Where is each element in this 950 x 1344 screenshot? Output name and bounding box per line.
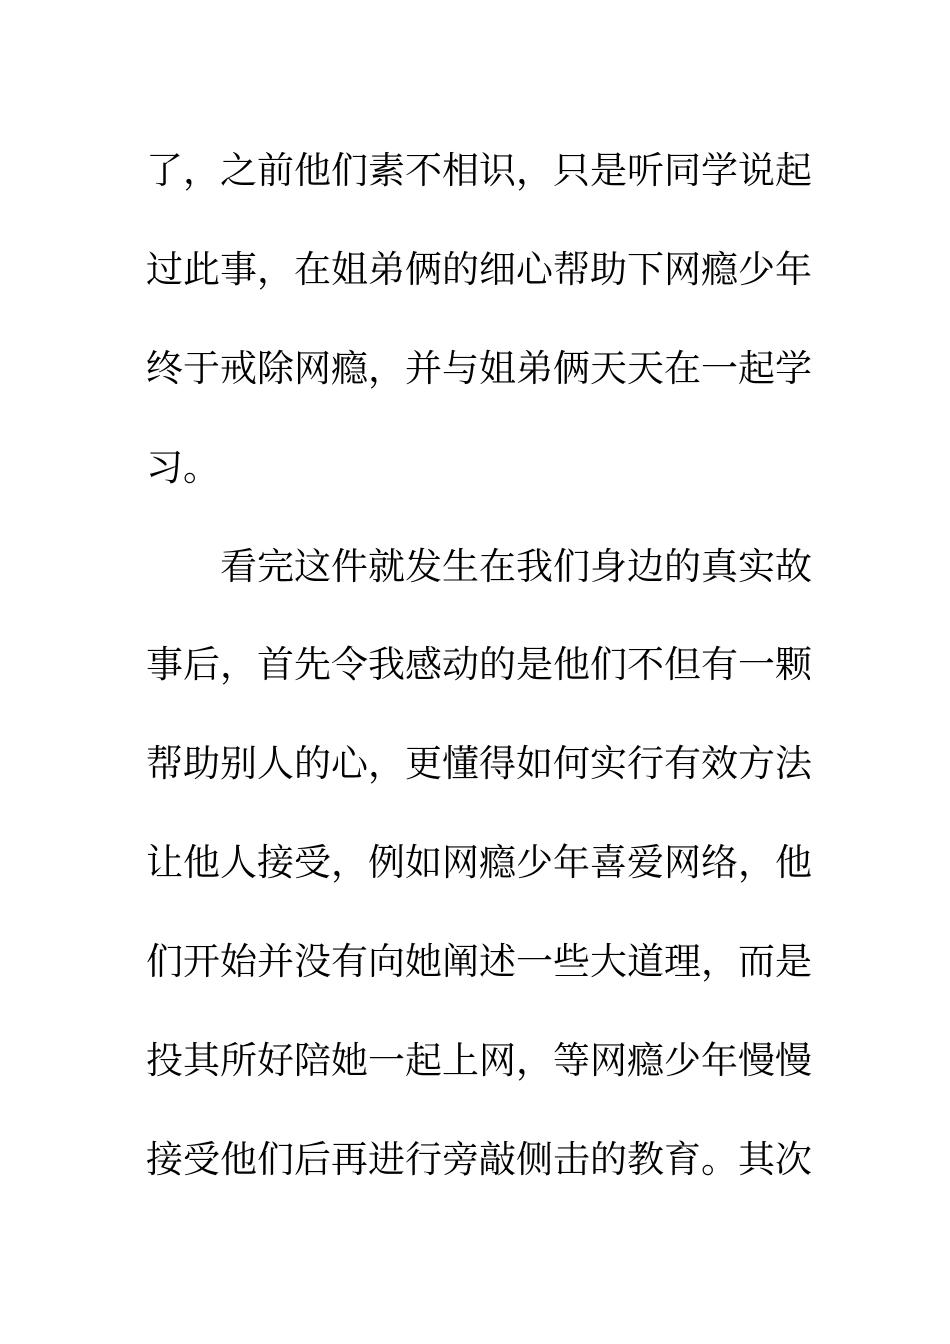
- text-line: 习。: [146, 445, 220, 489]
- text-line: 们开始并没有向她阐述一些大道理，而是: [146, 940, 812, 984]
- text-line: 终于戒除网瘾，并与姐弟俩天天在一起学: [146, 346, 812, 390]
- text-line: 接受他们后再进行旁敲侧击的教育。其次: [146, 1137, 812, 1181]
- text-line: 投其所好陪她一起上网，等网瘾少年慢慢: [146, 1039, 812, 1083]
- paragraph-continued: [146, 122, 810, 518]
- text-line: 了，之前他们素不相识，只是听同学说起: [146, 149, 812, 192]
- text-line: 让他人接受，例如网瘾少年喜爱网络，他: [146, 841, 812, 885]
- text-line: 帮助别人的心，更懂得如何实行有效方法: [146, 742, 812, 786]
- body-text: [146, 122, 810, 1210]
- text-line: 看完这件就发生在我们身边的真实故: [220, 544, 812, 588]
- text-line: 过此事，在姐弟俩的细心帮助下网瘾少年: [146, 247, 812, 291]
- text-line: 事后，首先令我感动的是他们不但有一颗: [146, 643, 812, 687]
- paragraph-story-reflection: [146, 518, 810, 1210]
